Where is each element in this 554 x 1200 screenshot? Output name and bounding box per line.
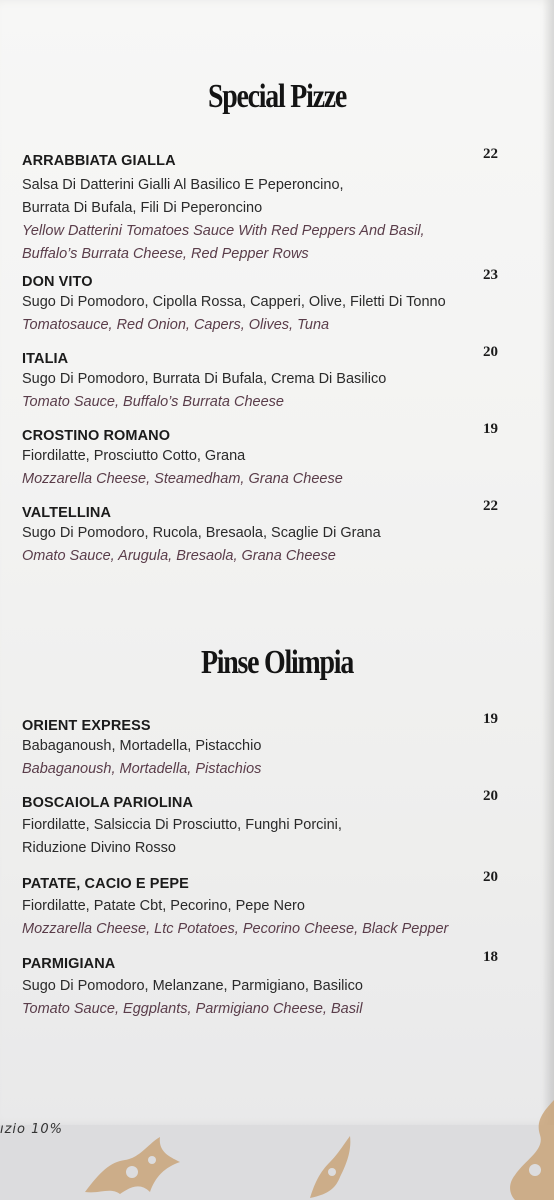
item-desc-it	[22, 522, 496, 545]
desc-line: Sugo Di Pomodoro, Burrata Di Bufala, Crema Di Basilico	[22, 371, 387, 387]
item-name: ITALIA	[22, 351, 69, 367]
section-title-pinse-olimpia: Pinse Olimpia	[200, 644, 354, 681]
menu-item	[22, 788, 498, 860]
desc-line: Fiordilatte, Patate Cbt, Pecorino, Pepe Nero	[22, 898, 305, 914]
menu-item	[22, 421, 498, 491]
menu-item	[22, 146, 498, 266]
item-name: BOSCAIOLA PARIOLINA	[22, 795, 194, 811]
service-charge-note: ızio 10%	[0, 1122, 64, 1137]
item-price: 23	[483, 267, 498, 283]
item-desc-en	[22, 998, 496, 1021]
item-desc-it	[22, 814, 496, 860]
item-price: 20	[483, 869, 498, 885]
item-desc-it	[22, 895, 496, 918]
desc-line: Salsa Di Datterini Gialli Al Basilico E Peperoncino,	[22, 177, 344, 193]
section-title-special-pizze: Special Pizze	[207, 78, 347, 115]
desc-line: Babaganoush, Mortadella, Pistacchio	[22, 738, 262, 754]
item-name: DON VITO	[22, 274, 93, 290]
desc-line: Mozzarella Cheese, Ltc Potatoes, Pecorino Cheese, Black Pepper	[22, 921, 449, 937]
item-name: ARRABBIATA GIALLA	[22, 153, 176, 169]
item-price: 22	[483, 498, 498, 514]
item-desc-it	[22, 174, 496, 220]
menu-item	[22, 344, 498, 414]
desc-line: Tomatosauce, Red Onion, Capers, Olives, Tuna	[22, 317, 330, 333]
item-name: PATATE, CACIO E PEPE	[22, 876, 189, 892]
item-name: ORIENT EXPRESS	[22, 718, 151, 734]
item-desc-en	[22, 391, 496, 414]
desc-line: Sugo Di Pomodoro, Rucola, Bresaola, Scaglie Di Grana	[22, 525, 381, 541]
menu-item	[22, 869, 498, 941]
desc-line: Burrata Di Bufala, Fili Di Peperoncino	[22, 200, 263, 216]
item-desc-en	[22, 918, 496, 941]
item-price: 18	[483, 949, 498, 965]
desc-line: Fiordilatte, Prosciutto Cotto, Grana	[22, 448, 246, 464]
menu-item	[22, 711, 498, 781]
desc-line: Mozzarella Cheese, Steamedham, Grana Cheese	[22, 471, 343, 487]
desc-line: Omato Sauce, Arugula, Bresaola, Grana Cheese	[22, 548, 336, 564]
desc-line: Fiordilatte, Salsiccia Di Prosciutto, Funghi Porcini,	[22, 817, 342, 833]
item-price: 20	[483, 344, 498, 360]
desc-line: Tomato Sauce, Buffalo’s Burrata Cheese	[22, 394, 284, 410]
desc-line: Babaganoush, Mortadella, Pistachios	[22, 761, 262, 777]
floral-decoration-icon	[495, 1100, 554, 1200]
menu-item	[22, 267, 498, 337]
item-desc-en	[22, 314, 496, 337]
item-desc-en	[22, 545, 496, 568]
desc-line: Sugo Di Pomodoro, Cipolla Rossa, Capperi, Olive, Filetti Di Tonno	[22, 294, 446, 310]
item-desc-en	[22, 758, 496, 781]
item-desc-it	[22, 291, 496, 314]
item-desc-it	[22, 368, 496, 391]
item-desc-it	[22, 445, 496, 468]
item-price: 22	[483, 146, 498, 162]
item-price: 19	[483, 421, 498, 437]
item-desc-it	[22, 975, 496, 998]
item-price: 19	[483, 711, 498, 727]
item-desc-en	[22, 220, 496, 266]
desc-line: Riduzione Divino Rosso	[22, 840, 176, 856]
desc-line: Yellow Datterini Tomatoes Sauce With Red Peppers And Basil,	[22, 223, 425, 239]
item-price: 20	[483, 788, 498, 804]
page-edge	[542, 0, 554, 1125]
item-name: PARMIGIANA	[22, 956, 116, 972]
desc-line: Buffalo’s Burrata Cheese, Red Pepper Rows	[22, 246, 309, 262]
menu-item	[22, 498, 498, 568]
menu-item	[22, 949, 498, 1021]
desc-line: Sugo Di Pomodoro, Melanzane, Parmigiano, Basilico	[22, 978, 363, 994]
item-desc-it	[22, 735, 496, 758]
floral-decoration-icon	[300, 1132, 360, 1200]
floral-decoration-icon	[80, 1132, 190, 1200]
item-name: CROSTINO ROMANO	[22, 428, 171, 444]
item-name: VALTELLINA	[22, 505, 112, 521]
desc-line: Tomato Sauce, Eggplants, Parmigiano Cheese, Basil	[22, 1001, 363, 1017]
item-desc-en	[22, 468, 496, 491]
